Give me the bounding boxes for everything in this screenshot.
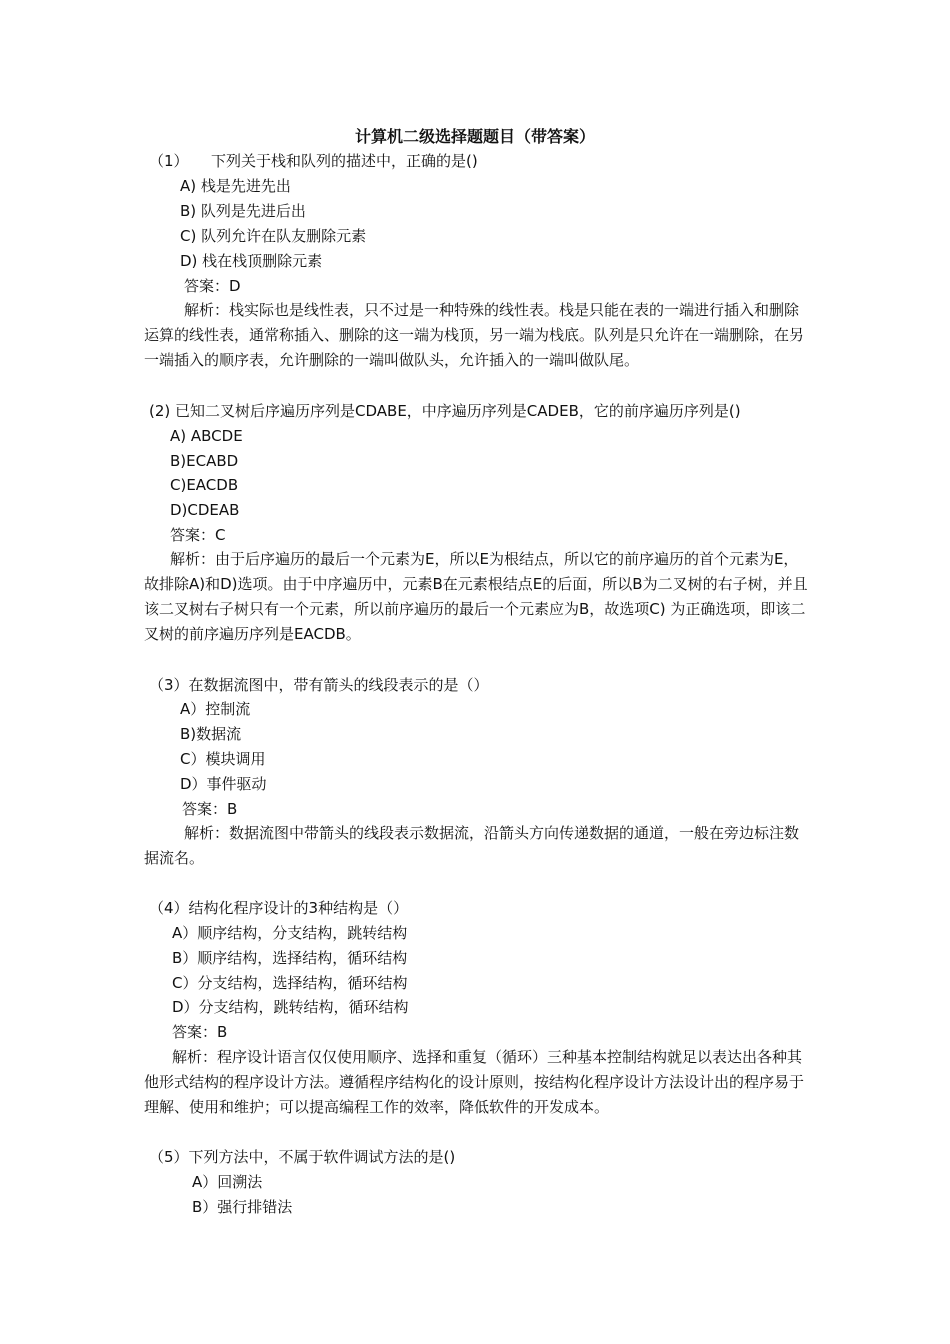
question-3-option-c: C）模块调用 xyxy=(180,750,266,768)
question-1-stem xyxy=(149,150,478,172)
question-1-option-a: A) 栈是先进先出 xyxy=(180,177,291,195)
question-5-option-a: A）回溯法 xyxy=(192,1173,263,1191)
question-4-option-d: D）分支结构，跳转结构，循环结构 xyxy=(172,998,409,1016)
question-1-answer: 答案：D xyxy=(184,277,241,295)
question-1-option-d: D) 栈在栈顶删除元素 xyxy=(180,252,323,270)
question-1-text: 下列关于栈和队列的描述中，正确的是() xyxy=(211,152,478,170)
question-4-stem: （4）结构化程序设计的3种结构是（） xyxy=(149,899,409,917)
question-3-option-b: B)数据流 xyxy=(180,725,242,743)
question-4-answer: 答案：B xyxy=(172,1023,228,1041)
question-2-answer: 答案：C xyxy=(170,526,226,544)
question-3-stem: （3）在数据流图中，带有箭头的线段表示的是（） xyxy=(149,676,489,694)
question-5-stem: （5）下列方法中，不属于软件调试方法的是() xyxy=(149,1148,456,1166)
question-3-answer: 答案：B xyxy=(182,800,238,818)
question-3-option-d: D）事件驱动 xyxy=(180,775,267,793)
question-1-number: （1） xyxy=(149,152,189,170)
page-title: 计算机二级选择题题目（带答案） xyxy=(354,127,595,146)
question-2-option-c: C)EACDB xyxy=(170,476,239,494)
question-2-option-b: B)ECABD xyxy=(170,452,239,470)
question-2-analysis: 解析：由于后序遍历的最后一个元素为E，所以E为根结点，所以它的前序遍历的首个元素为E，故排除A)和D)选项。由于中序遍历中，元素B在元素根结点E的后面，所以B为二叉树的右子树，并且该二叉树右子树只有一个元素，所以前序遍历的最后一个元素应为B，故选项C) 为正确选项，即该二叉树的前序遍历序列是EACDB。 xyxy=(144,550,808,643)
question-1-option-b: B) 队列是先进后出 xyxy=(180,202,306,220)
question-2-stem: (2) 已知二叉树后序遍历序列是CDABE，中序遍历序列是CADEB，它的前序遍历序列是() xyxy=(149,402,741,420)
question-5-option-b: B）强行排错法 xyxy=(192,1198,293,1216)
question-2-option-d: D)CDEAB xyxy=(170,501,240,519)
question-4-option-c: C）分支结构，选择结构，循环结构 xyxy=(172,974,408,992)
question-1-option-c: C) 队列允许在队友删除元素 xyxy=(180,227,367,245)
question-2-option-a: A) ABCDE xyxy=(170,427,243,445)
question-4-analysis: 解析：程序设计语言仅仅使用顺序、选择和重复（循环）三种基本控制结构就足以表达出各种其他形式结构的程序设计方法。遵循程序结构化的设计原则，按结构化程序设计方法设计出的程序易于理解、使用和维护；可以提高编程工作的效率，降低软件的开发成本。 xyxy=(144,1048,805,1116)
question-1-analysis: 解析：栈实际也是线性表，只不过是一种特殊的线性表。栈是只能在表的一端进行插入和删除运算的线性表，通常称插入、删除的这一端为栈顶，另一端为栈底。队列是只允许在一端删除，在另一端插入的顺序表，允许删除的一端叫做队头，允许插入的一端叫做队尾。 xyxy=(144,301,805,369)
question-4-option-a: A）顺序结构，分支结构，跳转结构 xyxy=(172,924,408,942)
question-3-option-a: A）控制流 xyxy=(180,700,251,718)
question-4-option-b: B）顺序结构，选择结构，循环结构 xyxy=(172,949,408,967)
question-3-analysis: 解析：数据流图中带箭头的线段表示数据流，沿箭头方向传递数据的通道，一般在旁边标注数据流名。 xyxy=(144,824,800,867)
